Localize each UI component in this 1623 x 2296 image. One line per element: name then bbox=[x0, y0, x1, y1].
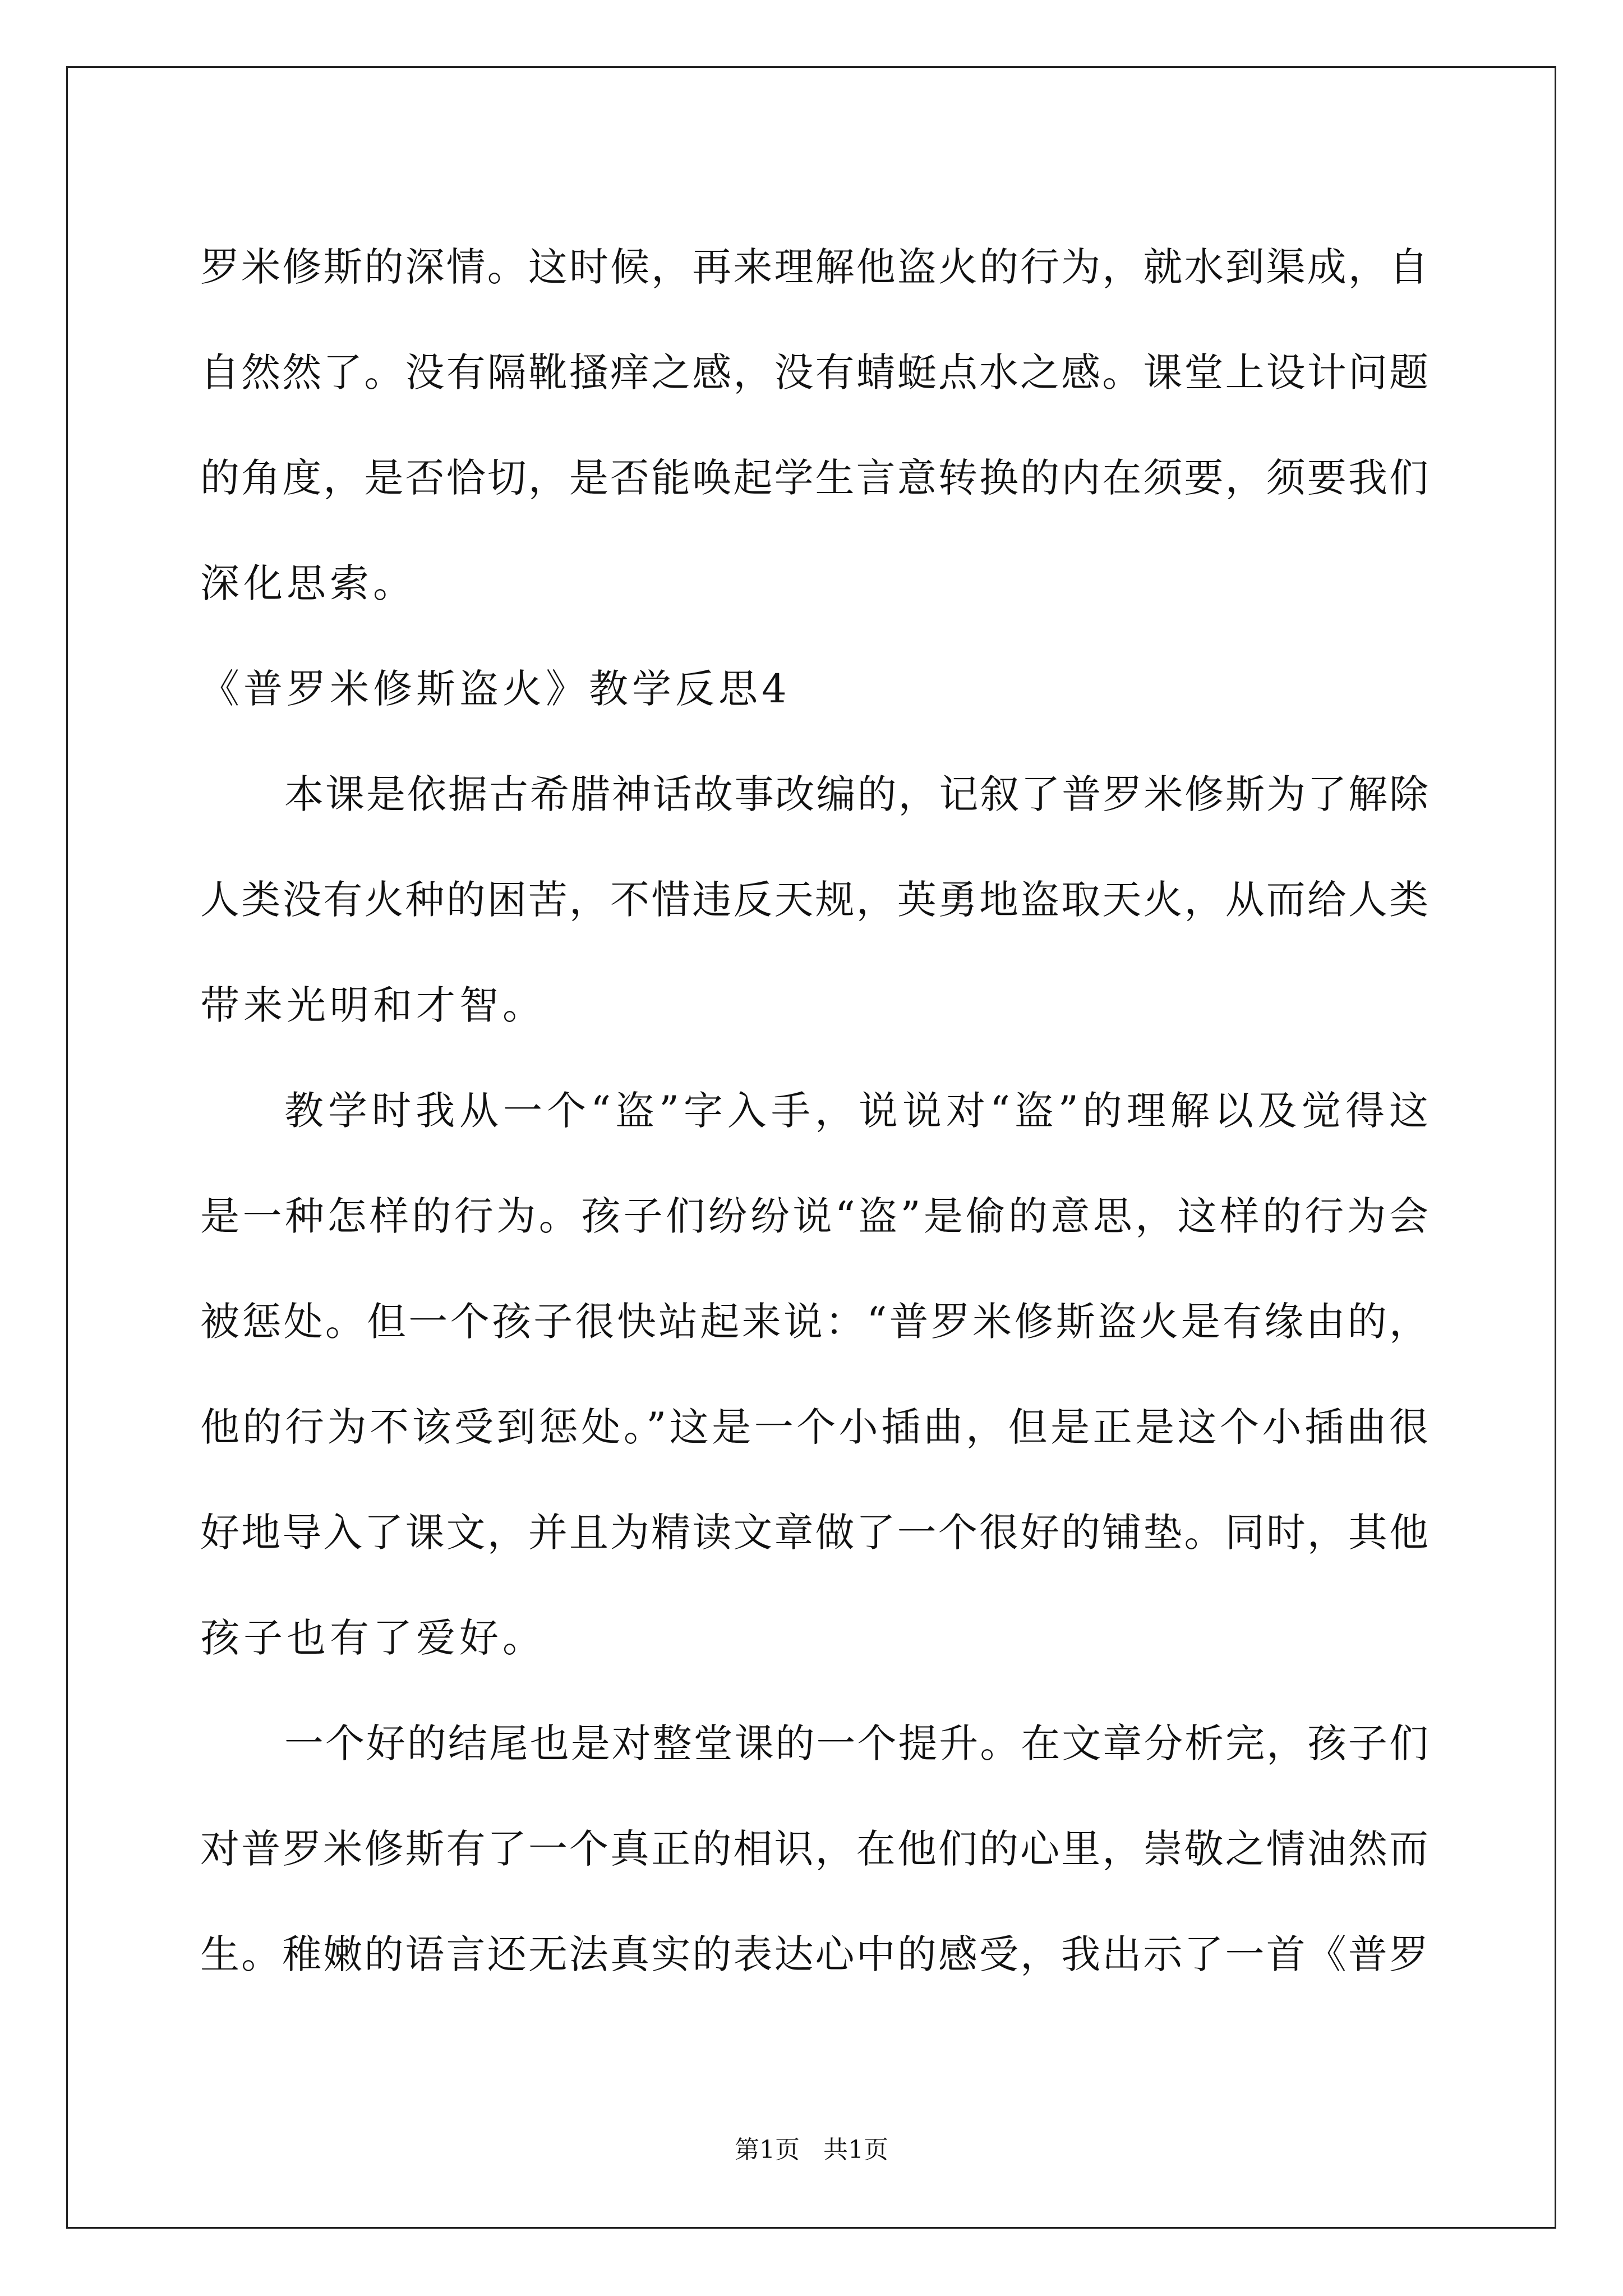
paragraph-line: 好地导入了课文，并且为精读文章做了一个很好的铺垫。同时，其他 bbox=[200, 1510, 1428, 1556]
paragraph-line: 自然然了。没有隔靴搔痒之感，没有蜻蜓点水之感。课堂上设计问题 bbox=[200, 349, 1428, 395]
paragraph-line: 生。稚嫩的语言还无法真实的表达心中的感受，我出示了一首《普罗 bbox=[200, 1931, 1428, 1977]
paragraph-line: 本课是依据古希腊神话故事改编的，记叙了普罗米修斯为了解除 bbox=[284, 771, 1428, 817]
paragraph-line: 他的行为不该受到惩处。”这是一个小插曲，但是正是这个小插曲很 bbox=[200, 1404, 1428, 1450]
page-total: 共1页 bbox=[823, 2136, 888, 2164]
paragraph-line: 被惩处。但一个孩子很快站起来说：“普罗米修斯盗火是有缘由的， bbox=[200, 1299, 1428, 1345]
paragraph-line: 孩子也有了爱好。 bbox=[200, 1615, 546, 1661]
paragraph-line: 是一种怎样的行为。孩子们纷纷说“盗”是偷的意思，这样的行为会 bbox=[200, 1193, 1428, 1239]
paragraph-line: 对普罗米修斯有了一个真正的相识，在他们的心里，崇敬之情油然而 bbox=[200, 1826, 1428, 1872]
paragraph-line: 教学时我从一个“盗”字入手，说说对“盗”的理解以及觉得这 bbox=[284, 1088, 1428, 1134]
document-body bbox=[200, 214, 1428, 2007]
page-footer bbox=[0, 2133, 1623, 2167]
paragraph-line: 深化思索。 bbox=[200, 560, 416, 606]
section-heading: 《普罗米修斯盗火》教学反思4 bbox=[200, 666, 791, 712]
page-number: 第1页 bbox=[735, 2136, 800, 2164]
paragraph-line: 的角度，是否恰切，是否能唤起学生言意转换的内在须要，须要我们 bbox=[200, 455, 1428, 501]
paragraph-line: 人类没有火种的困苦，不惜违反天规，英勇地盗取天火，从而给人类 bbox=[200, 877, 1428, 923]
paragraph-line: 一个好的结尾也是对整堂课的一个提升。在文章分析完，孩子们 bbox=[284, 1720, 1428, 1766]
paragraph-line: 带来光明和才智。 bbox=[200, 982, 546, 1028]
paragraph-line: 罗米修斯的深情。这时候，再来理解他盗火的行为，就水到渠成，自 bbox=[200, 244, 1428, 290]
